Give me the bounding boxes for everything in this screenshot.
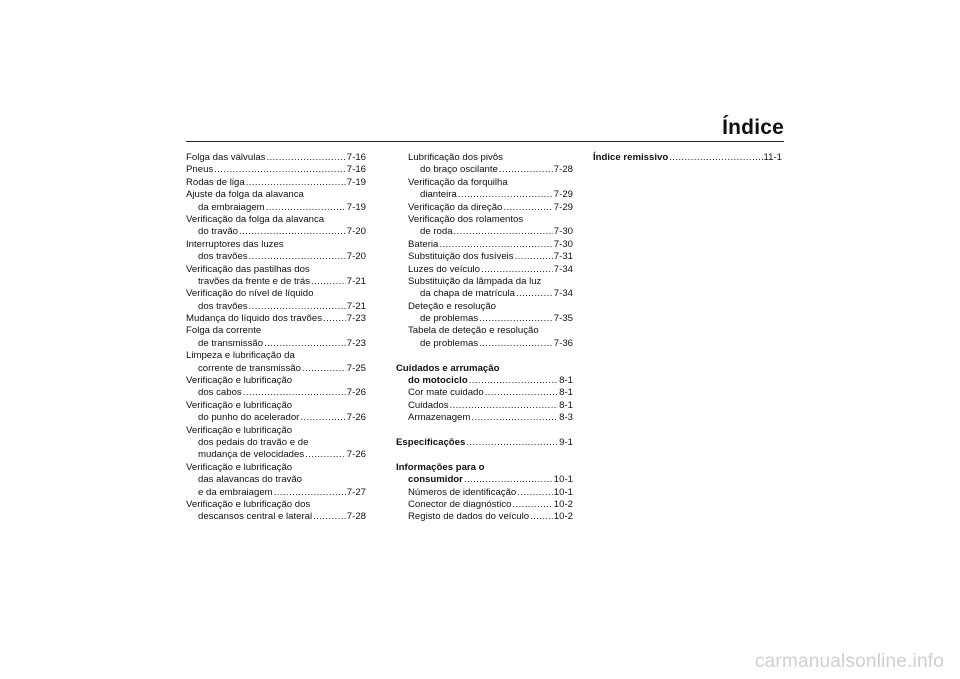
toc-entry[interactable] <box>396 511 573 523</box>
toc-entry[interactable] <box>396 276 573 301</box>
toc-entry-label: Pneus <box>186 164 214 176</box>
toc-entry-line <box>186 350 366 362</box>
toc-page-number: 8-1 <box>559 387 573 399</box>
toc-entry-line <box>408 325 573 337</box>
dot-leader <box>323 313 346 325</box>
toc-entry-label: de problemas <box>420 313 479 325</box>
toc-entry[interactable] <box>396 387 573 399</box>
toc-entry-line <box>186 189 366 201</box>
toc-entry-line <box>408 152 573 164</box>
toc-entry-line <box>396 375 573 387</box>
toc-page-number: 7-25 <box>346 362 366 374</box>
toc-entry-line <box>408 499 573 511</box>
toc-entry-line <box>408 288 573 300</box>
dot-leader <box>503 202 552 214</box>
toc-entry-line <box>396 462 573 474</box>
toc-entry[interactable] <box>396 239 573 251</box>
toc-entry[interactable] <box>186 264 366 289</box>
toc-entry-label: Luzes do veículo <box>408 263 480 275</box>
toc-entry-line <box>186 313 366 325</box>
toc-entry-line <box>408 164 573 176</box>
dot-leader <box>512 499 552 511</box>
toc-entry-label: consumidor <box>408 474 463 486</box>
toc-entry-line <box>408 301 573 313</box>
toc-entry-label: Especificações <box>396 436 466 448</box>
toc-entry-label: Deteção e resolução <box>408 300 496 312</box>
toc-entry-line <box>408 338 573 350</box>
toc-page-number: 7-26 <box>346 387 366 399</box>
toc-entry-label: Armazenagem <box>408 412 471 424</box>
toc-page-number: 7-26 <box>346 412 366 424</box>
toc-entry-label: dos cabos <box>198 387 242 399</box>
toc-entry-label: Ajuste da folga da alavanca <box>186 189 304 201</box>
dot-leader <box>274 487 346 499</box>
toc-entry[interactable] <box>396 462 573 487</box>
toc-entry-label: Substituição dos fusíveis <box>408 251 514 263</box>
toc-page-number: 10-2 <box>553 511 573 523</box>
toc-entry[interactable] <box>593 152 782 164</box>
dot-leader <box>249 251 346 263</box>
toc-page-number: 8-3 <box>559 412 573 424</box>
toc-entry-line <box>186 511 366 523</box>
toc-entry-label: Verificação da folga da alavanca <box>186 213 325 225</box>
dot-leader <box>246 177 346 189</box>
toc-entry-label: descansos central e lateral <box>198 511 313 523</box>
toc-entry-line <box>186 338 366 350</box>
dot-leader <box>469 375 558 387</box>
toc-entry-label: Números de identificação <box>408 486 517 498</box>
toc-entry-line <box>186 177 366 189</box>
toc-entry-label: dos travões <box>198 300 248 312</box>
toc-entry[interactable] <box>186 400 366 425</box>
toc-entry-line <box>186 214 366 226</box>
dot-leader <box>458 189 553 201</box>
toc-entry[interactable] <box>186 177 366 189</box>
toc-entry-line <box>186 301 366 313</box>
toc-entry-label: de transmissão <box>198 337 264 349</box>
toc-entry-label: Verificação e lubrificação <box>186 461 293 473</box>
toc-page-number: 7-23 <box>346 337 366 349</box>
toc-entry[interactable] <box>396 412 573 424</box>
watermark: carmanualsonline.info <box>754 651 944 672</box>
toc-entry-label: Cuidados e arrumação <box>396 362 500 374</box>
toc-page-number: 7-31 <box>553 251 573 263</box>
dot-leader <box>300 412 345 424</box>
toc-entry[interactable] <box>186 425 366 462</box>
toc-entry-label: Verificação das pastilhas dos <box>186 263 310 275</box>
toc-entry[interactable] <box>396 214 573 239</box>
toc-entry-line <box>186 487 366 499</box>
dot-leader <box>464 474 553 486</box>
toc-entry[interactable] <box>186 325 366 350</box>
toc-entry-line <box>186 202 366 214</box>
toc-page-number: 10-2 <box>553 498 573 510</box>
toc-page-number: 7-20 <box>346 251 366 263</box>
toc-entry-label: Folga da corrente <box>186 325 262 337</box>
toc-entry-label: Verificação do nível de líquido <box>186 288 314 300</box>
toc-entry-line <box>408 226 573 238</box>
toc-entry-label: Lubrificação dos pivôs <box>408 152 503 163</box>
header-divider <box>186 141 784 142</box>
dot-leader <box>479 313 553 325</box>
toc-entry[interactable] <box>186 189 366 214</box>
toc-page-number: 7-29 <box>553 201 573 213</box>
toc-entry-label: da chapa de matrícula <box>420 288 515 300</box>
toc-entry[interactable] <box>396 251 573 263</box>
toc-page-number: 7-26 <box>346 449 366 461</box>
toc-page-number: 7-35 <box>553 313 573 325</box>
toc-column-2 <box>396 152 573 524</box>
section-gap <box>396 425 573 437</box>
dot-leader <box>466 437 558 449</box>
toc-entry-line <box>186 226 366 238</box>
toc-entry[interactable] <box>396 325 573 350</box>
toc-page-number: 7-34 <box>553 263 573 275</box>
toc-entry-label: Tabela de deteção e resolução <box>408 325 539 337</box>
toc-entry-label: Substituição da lâmpada da luz <box>408 275 542 287</box>
toc-entry-label: corrente de transmissão <box>198 362 301 374</box>
toc-entry-line <box>186 325 366 337</box>
toc-entry-label: Bateria <box>408 238 439 250</box>
section-gap <box>396 449 573 461</box>
toc-entry-label: Verificação da forquilha <box>408 176 508 188</box>
toc-entry[interactable] <box>186 288 366 313</box>
toc-entry-label: Rodas de liga <box>186 176 245 188</box>
toc-entry-line <box>408 202 573 214</box>
toc-entry-label: do travão <box>198 226 239 238</box>
toc-entry-line <box>408 511 573 523</box>
dot-leader <box>669 152 762 164</box>
dot-leader <box>305 449 346 461</box>
dot-leader <box>239 226 346 238</box>
toc-entry[interactable] <box>186 239 366 264</box>
toc-entry-line <box>186 288 366 300</box>
toc-page-number: 10-1 <box>553 474 573 486</box>
toc-entry-line <box>408 387 573 399</box>
toc-page-number: 7-23 <box>346 313 366 325</box>
toc-entry[interactable] <box>186 152 366 164</box>
toc-entry-label: Verificação e lubrificação <box>186 399 293 411</box>
dot-leader <box>439 239 552 251</box>
toc-page-number: 7-29 <box>553 189 573 201</box>
toc-entry-label: Verificação e lubrificação <box>186 375 293 387</box>
toc-entry-label: Verificação e lubrificação dos <box>186 498 311 510</box>
toc-entry-label: dianteira <box>420 189 457 201</box>
toc-entry-line <box>396 474 573 486</box>
toc-page-number: 7-21 <box>346 300 366 312</box>
toc-entry-label: Verificação dos rolamentos <box>408 213 524 225</box>
toc-page-number: 7-19 <box>346 201 366 213</box>
toc-entry-line <box>408 189 573 201</box>
toc-entry-label: de problemas <box>420 337 479 349</box>
toc-entry[interactable] <box>186 214 366 239</box>
dot-leader <box>450 400 559 412</box>
toc-entry-label: travões da frente e de trás <box>198 275 310 287</box>
toc-entry-label: mudança de velocidades <box>198 449 305 461</box>
dot-leader <box>499 164 553 176</box>
dot-leader <box>313 511 346 523</box>
toc-entry-line <box>593 152 782 164</box>
toc-entry-line <box>186 152 366 164</box>
toc-entry-label: Limpeza e lubrificação da <box>186 350 295 362</box>
toc-entry-line <box>408 251 573 263</box>
toc-entry-line <box>186 375 366 387</box>
toc-page-number: 7-30 <box>553 226 573 238</box>
toc-entry-label: Conector de diagnóstico <box>408 498 512 510</box>
toc-entry-line <box>408 276 573 288</box>
toc-page-number: 7-21 <box>346 275 366 287</box>
toc-entry-line <box>408 412 573 424</box>
toc-entry-label: dos pedais do travão e de <box>198 436 309 448</box>
dot-leader <box>517 487 553 499</box>
toc-entry-line <box>186 499 366 511</box>
toc-entry[interactable] <box>186 375 366 400</box>
toc-entry-line <box>186 400 366 412</box>
toc-entry-line <box>408 239 573 251</box>
toc-entry[interactable] <box>186 313 366 325</box>
page-title: Índice <box>722 116 784 139</box>
toc-entry[interactable] <box>396 152 573 177</box>
dot-leader <box>471 412 558 424</box>
toc-page-number: 7-20 <box>346 226 366 238</box>
toc-page-number: 7-16 <box>346 164 366 176</box>
toc-page-number: 9-1 <box>559 436 573 448</box>
dot-leader <box>311 276 346 288</box>
toc-entry-line <box>186 412 366 424</box>
dot-leader <box>485 387 558 399</box>
dot-leader <box>266 202 346 214</box>
dot-leader <box>530 511 553 523</box>
toc-page-number: 7-16 <box>346 152 366 163</box>
dot-leader <box>479 338 553 350</box>
toc-entry-label: Interruptores das luzes <box>186 238 284 250</box>
toc-page-number: 7-28 <box>346 511 366 523</box>
toc-entry-label: do punho do acelerador <box>198 412 300 424</box>
dot-leader <box>249 301 346 313</box>
toc-entry-line <box>186 363 366 375</box>
toc-entry[interactable] <box>396 499 573 511</box>
toc-entry-label: Índice remissivo <box>593 152 669 163</box>
toc-page-number: 7-19 <box>346 176 366 188</box>
toc-entry[interactable] <box>396 487 573 499</box>
toc-entry-label: Registo de dados do veículo <box>408 511 530 523</box>
toc-page-number: 8-1 <box>559 399 573 411</box>
toc-entry-line <box>186 264 366 276</box>
toc-entry-label: da embraiagem <box>198 201 265 213</box>
toc-entry[interactable] <box>186 499 366 524</box>
toc-entry-label: do motociclo <box>408 375 468 387</box>
toc-entry-line <box>186 425 366 437</box>
toc-entry-label: de roda <box>420 226 453 238</box>
dot-leader <box>243 387 346 399</box>
toc-page-number: 7-30 <box>553 238 573 250</box>
toc-entry-label: Folga das válvulas <box>186 152 266 163</box>
dot-leader <box>214 164 346 176</box>
toc-entry-line <box>396 437 573 449</box>
toc-page-number: 7-27 <box>346 486 366 498</box>
toc-entry-label: e da embraiagem <box>198 486 273 498</box>
toc-entry-line <box>186 449 366 461</box>
dot-leader <box>481 264 553 276</box>
toc-entry[interactable] <box>396 202 573 214</box>
dot-leader <box>264 338 346 350</box>
toc-entry-line <box>408 177 573 189</box>
dot-leader <box>302 363 346 375</box>
toc-entry-label: Informações para o <box>396 461 485 473</box>
toc-entry-line <box>186 474 366 486</box>
toc-entry-label: Cuidados <box>408 399 449 411</box>
toc-entry-line <box>186 387 366 399</box>
dot-leader <box>454 226 553 238</box>
toc-entry-line <box>186 437 366 449</box>
toc-entry-label: Verificação e lubrificação <box>186 424 293 436</box>
toc-page-number: 10-1 <box>553 486 573 498</box>
toc-entry-line <box>186 276 366 288</box>
toc-page-number: 8-1 <box>559 375 573 387</box>
toc-entry-line <box>408 214 573 226</box>
toc-entry[interactable] <box>396 177 573 202</box>
toc-entry[interactable] <box>396 264 573 276</box>
section-gap <box>396 350 573 362</box>
toc-entry-line <box>408 400 573 412</box>
toc-entry-line <box>186 251 366 263</box>
toc-entry[interactable] <box>186 462 366 499</box>
toc-entry-line <box>186 164 366 176</box>
toc-page-number: 7-34 <box>553 288 573 300</box>
toc-entry-label: Verificação da direção <box>408 201 503 213</box>
toc-entry-line <box>396 363 573 375</box>
toc-entry-label: dos travões <box>198 251 248 263</box>
toc-entry-line <box>408 487 573 499</box>
toc-page-number: 7-28 <box>553 164 573 176</box>
dot-leader <box>266 152 345 164</box>
toc-page-number: 11-1 <box>763 152 782 163</box>
toc-entry-line <box>408 264 573 276</box>
toc-entry[interactable] <box>186 164 366 176</box>
toc-entry-line <box>186 462 366 474</box>
toc-column-3 <box>593 152 782 164</box>
toc-entry[interactable] <box>186 350 366 375</box>
toc-entry-line <box>186 239 366 251</box>
toc-column-1 <box>186 152 366 524</box>
toc-entry-label: Mudança do líquido dos travões <box>186 313 322 325</box>
toc-entry-label: das alavancas do travão <box>198 474 302 486</box>
dot-leader <box>516 288 553 300</box>
toc-entry[interactable] <box>396 363 573 388</box>
toc-entry[interactable] <box>396 301 573 326</box>
toc-entry-label: Cor mate cuidado <box>408 387 484 399</box>
toc-entry[interactable] <box>396 437 573 449</box>
toc-entry-line <box>408 313 573 325</box>
toc-page-number: 7-36 <box>553 337 573 349</box>
toc-entry-label: do braço oscilante <box>420 164 498 176</box>
dot-leader <box>515 251 553 263</box>
toc-entry[interactable] <box>396 400 573 412</box>
